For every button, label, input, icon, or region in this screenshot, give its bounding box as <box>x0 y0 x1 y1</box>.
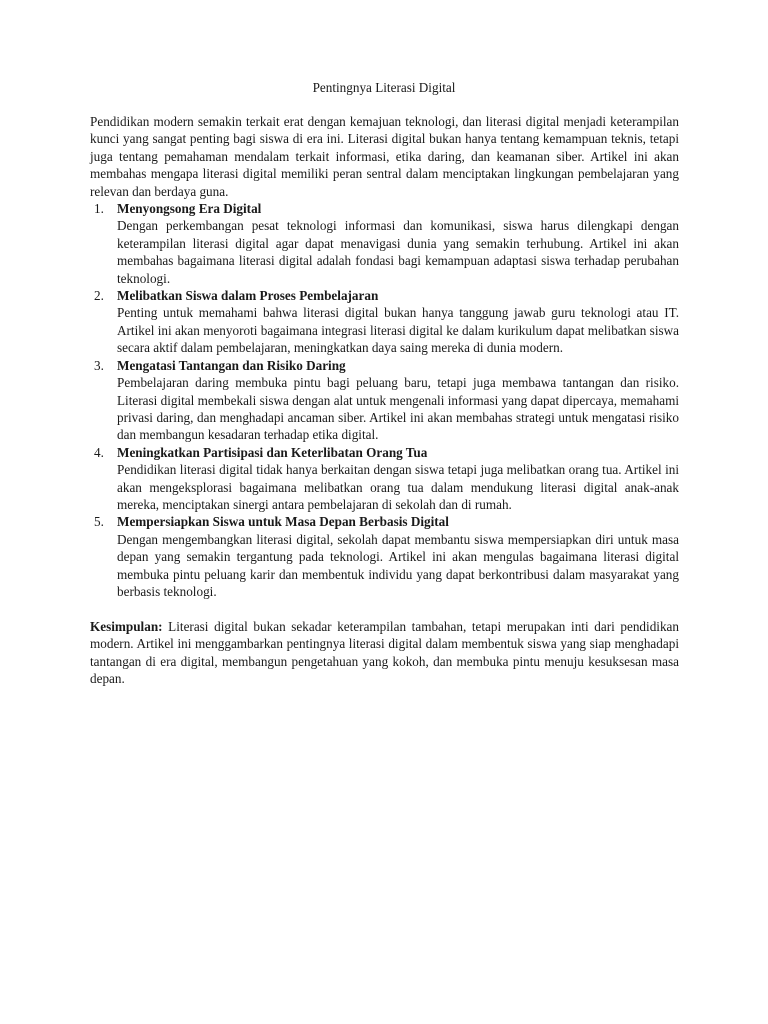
list-item <box>90 200 679 287</box>
section-body: Dengan perkembangan pesat teknologi informasi dan komunikasi, siswa harus dilengkapi dengan keterampilan literasi digital agar dapat menavigasi dunia yang semakin terhubung. Artikel ini akan membahas bagaimana literasi digital adalah fondasi bagi kemampuan adaptasi siswa terhadap perubahan teknologi. <box>117 218 679 286</box>
conclusion-text: Literasi digital bukan sekadar keterampilan tambahan, tetapi merupakan inti dari pendidikan modern. Artikel ini menggambarkan pentingnya literasi digital dalam membentuk siswa yang siap menghadapi tantangan di era digital, membangun pengetahuan yang kokoh, dan membuka pintu menuju kesuksesan masa depan. <box>90 618 679 686</box>
section-body: Pendidikan literasi digital tidak hanya berkaitan dengan siswa tetapi juga melibatkan orang tua. Artikel ini akan mengeksplorasi bagaimana melibatkan orang tua dalam mendukung literasi digital anak-anak mereka, menciptakan sinergi antara pembelajaran di sekolah dan di rumah. <box>117 462 679 512</box>
list-number: 1. <box>94 201 104 217</box>
intro-paragraph: Pendidikan modern semakin terkait erat dengan kemajuan teknologi, dan literasi digital menjadi keterampilan kunci yang sangat penting bagi siswa di era ini. Literasi digital bukan hanya tentang kemampuan teknis, tetapi juga tentang pemahaman mendalam terkait informasi, etika daring, dan keamanan siber. Artikel ini akan membahas mengapa literasi digital memiliki peran sentral dalam menciptakan lingkungan pembelajaran yang relevan dan berdaya guna. <box>90 114 679 199</box>
numbered-section-list <box>90 200 679 600</box>
list-item <box>90 357 679 444</box>
section-heading: Mempersiapkan Siswa untuk Masa Depan Berbasis Digital <box>117 514 449 530</box>
list-item <box>90 444 679 514</box>
section-heading: Menyongsong Era Digital <box>117 201 262 217</box>
section-heading: Melibatkan Siswa dalam Proses Pembelajaran <box>117 288 379 304</box>
section-heading: Meningkatkan Partisipasi dan Keterlibatan Orang Tua <box>117 444 428 460</box>
conclusion-label: Kesimpulan: <box>90 618 163 634</box>
section-body: Pembelajaran daring membuka pintu bagi peluang baru, tetapi juga membawa tantangan dan risiko. Literasi digital membekali siswa dengan alat untuk mengenali informasi yang dapat dipercaya, memahami privasi daring, dan menghadapi ancaman siber. Artikel ini akan membahas strategi untuk mengatasi risiko dan membangun kesadaran terhadap etika digital. <box>117 375 679 443</box>
document-body <box>90 113 679 687</box>
section-body: Dengan mengembangkan literasi digital, sekolah dapat membantu siswa mempersiapkan diri untuk masa depan yang semakin tergantung pada teknologi. Artikel ini akan mengulas bagaimana literasi digital membuka pintu peluang karir dan membentuk individu yang dapat berkontribusi dalam masyarakat yang berbasis teknologi. <box>117 531 679 599</box>
section-heading: Mengatasi Tantangan dan Risiko Daring <box>117 357 346 373</box>
list-number: 2. <box>94 288 104 304</box>
page-title: Pentingnya Literasi Digital <box>312 80 456 95</box>
section-body: Penting untuk memahami bahwa literasi digital bukan hanya tanggung jawab guru teknologi atau IT. Artikel ini akan menyoroti bagaimana integrasi literasi digital ke dalam kurikulum dapat melibatkan siswa secara aktif dalam pembelajaran, meningkatkan daya saing mereka di dunia modern. <box>117 305 679 356</box>
list-number: 3. <box>94 357 104 373</box>
list-item <box>90 287 679 357</box>
conclusion-paragraph <box>90 618 679 688</box>
list-number: 4. <box>94 444 104 460</box>
list-item <box>90 513 679 600</box>
list-number: 5. <box>94 514 104 530</box>
